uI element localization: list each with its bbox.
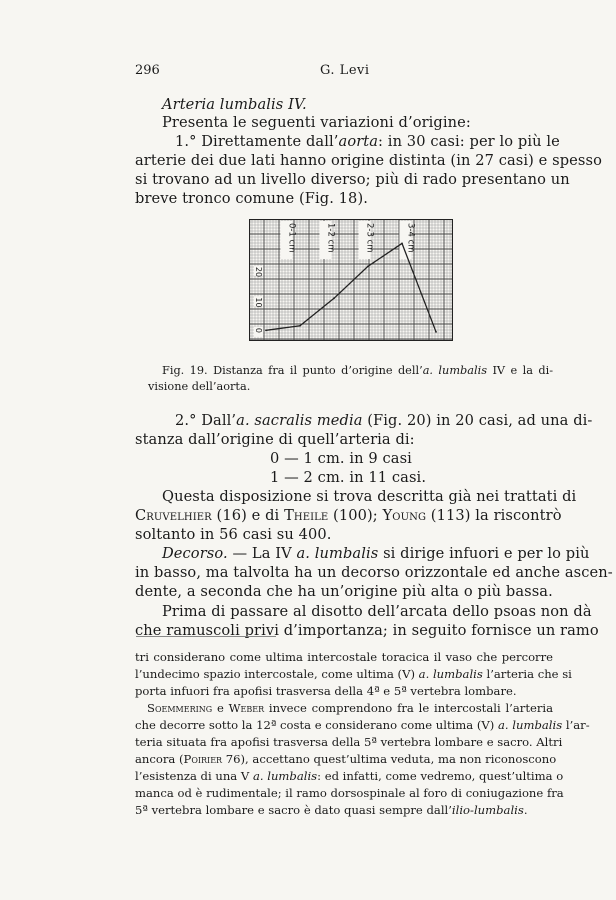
footnote-line: l’undecimo spazio intercostale, come ultima (V) a. lumbalis l’arteria che si (135, 667, 572, 681)
footnote-line: manca od è rudimentale; il ramo dorsospinale al foro di coniugazione fra (135, 786, 564, 800)
footnote-line: Soemmering e Weber invece comprendono fra le intercostali l’arteria (147, 701, 554, 715)
body-line: soltanto in 56 casi su 400. (135, 526, 332, 543)
data-line: 0 — 1 cm. in 9 casi (270, 450, 412, 467)
body-line: 2.° Dall’a. sacralis media (Fig. 20) in 20 casi, ad una di- (175, 412, 593, 429)
data-point (299, 325, 301, 327)
body-line: Decorso. — La IV a. lumbalis si dirige infuori e per lo più (162, 545, 590, 562)
data-point (367, 265, 369, 267)
figure-19-chart (249, 219, 453, 341)
body-line: in basso, ma talvolta ha un decorso orizzontale ed anche ascen- (135, 564, 613, 581)
body-line: Presenta le seguenti variazioni d’origine: (162, 114, 471, 131)
data-point (333, 297, 335, 299)
y-tick-label: 0 (254, 327, 263, 333)
body-line: breve tronco comune (Fig. 18). (135, 190, 368, 207)
body-line: Cruvelhier (16) e di Theile (100); Young (113) la riscontrò (135, 507, 562, 524)
chart-grid (249, 219, 453, 341)
data-point (401, 243, 403, 245)
footnote-line: teria situata fra apofisi trasversa della 5ª vertebra lombare e sacro. Altri (135, 735, 563, 749)
body-line: si trovano ad un livello diverso; più di rado presentano un (135, 171, 570, 188)
body-line: Prima di passare al disotto dell’arcata dello psoas non dà (162, 603, 592, 620)
footnote-line: 5ª vertebra lombare e sacro è dato quasi sempre dall’ilio-lumbalis. (135, 803, 528, 817)
data-point (435, 331, 437, 333)
body-line: arterie dei due lati hanno origine distinta (in 27 casi) e spesso (135, 152, 602, 169)
footnote-line: ancora (Poirier 76), accettano quest’ultima veduta, ma non riconoscono (135, 752, 557, 766)
data-point (265, 329, 267, 331)
running-head: G. Levi (320, 63, 370, 78)
y-tick-label: 10 (254, 297, 263, 308)
body-line: Questa disposizione si trova descritta già nei trattati di (162, 488, 577, 505)
y-tick-label: 20 (254, 266, 263, 278)
body-line: dente, a seconda che ha un’origine più alta o più bassa. (135, 583, 553, 600)
footnote-line: che decorre sotto la 12ª costa e considerano come ultima (V) a. lumbalis l’ar- (135, 718, 590, 732)
footnote-rule (136, 636, 276, 637)
footnote-line: porta infuori fra apofisi trasversa della 4ª e 5ª vertebra lombare. (135, 684, 517, 698)
column-label: 1-2 cm (325, 223, 336, 253)
footnote-line: tri considerano come ultima intercostale toracica il vaso che percorre (135, 650, 553, 664)
column-label: 3-4 cm (405, 223, 416, 253)
data-line: 1 — 2 cm. in 11 casi. (270, 469, 427, 486)
section-title: Arteria lumbalis IV. (162, 96, 307, 113)
column-label: 0-1 cm (286, 223, 297, 253)
body-line: 1.° Direttamente dall’aorta: in 30 casi: per lo più le (175, 133, 560, 150)
figure-caption: Fig. 19. Distanza fra il punto d’origine dell’a. lumbalis IV e la di- (162, 364, 554, 377)
page-number: 296 (135, 63, 160, 78)
figure-caption-line2: visione dell’aorta. (148, 380, 251, 393)
column-label: 2-3 cm (364, 223, 375, 253)
footnote-line: l’esistenza di una V a. lumbalis: ed infatti, come vedremo, quest’ultima o (135, 769, 564, 783)
body-line: stanza dall’origine di quell’arteria di: (135, 431, 415, 448)
body-line: che ramuscoli privi d’importanza; in seguito fornisce un ramo (135, 622, 599, 639)
